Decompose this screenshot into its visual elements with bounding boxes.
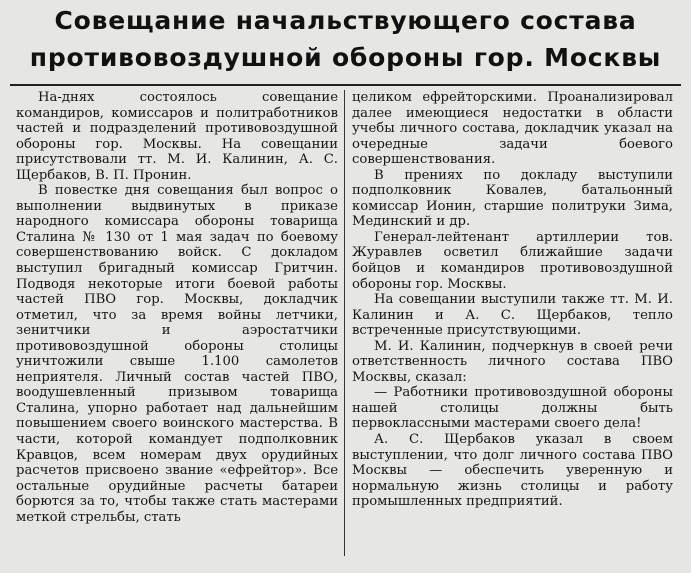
headline-rule: [10, 84, 681, 86]
article-body: [10, 90, 681, 556]
paragraph: На совещании выступили также тт. М. И. Калинин и А. С. Щербаков, тепло встреченные присутствующими.: [352, 292, 673, 339]
column-divider: [344, 90, 345, 556]
paragraph: — Работники противовоздушной обороны нашей столицы должны быть первоклассными мастерами своего дела!: [352, 385, 673, 432]
right-column: [346, 90, 679, 556]
paragraph: Генерал-лейтенант артиллерии тов. Журавлев осветил ближайшие задачи бойцов и командиров противовоздушной обороны гор. Москвы.: [352, 229, 673, 292]
left-column: [10, 90, 343, 556]
headline-line-2: противовоздушной обороны гор. Москвы: [29, 43, 662, 72]
article-headline: [10, 2, 681, 76]
paragraph: В повестке дня совещания был вопрос о выполнении выдвинутых в приказе народного комиссара обороны товарища Сталина № 130 от 1 мая задач по боевому совершенствованию войск. С докладом выступил бригадный комиссар Гритчин. Подводя некоторые итоги боевой работы частей ПВО гор. Москвы, докладчик отметил, что за время войны летчики, зенитчики и аэростатчики противовоздушной обороны столицы уничтожили свыше 1.100 самолетов неприятеля. Личный состав частей ПВО, воодушевленный призывом товарища Сталина, упорно работает над дальнейшим повышением своего воинского мастерства. В части, которой командует подполковник Кравцов, всем номерам двух орудийных расчетов присвоено звание «ефрейтор». Все остальные орудийные расчеты батареи борются за то, чтобы также стать мастерами меткой стрельбы, стать: [16, 183, 338, 525]
paragraph: А. С. Щербаков указал в своем выступлении, что долг личного состава ПВО Москвы — обеспечить уверенную и нормальную жизнь столицы и работу промышленных предприятий.: [352, 432, 673, 510]
paragraph: На-днях состоялось совещание командиров, комиссаров и политработников частей и подразделений противовоздушной обороны гор. Москвы. На совещании присутствовали тт. М. И. Калинин, А. С. Щербаков, В. П. Пронин.: [16, 90, 338, 183]
paragraph-continued: целиком ефрейторскими. Проанализировал далее имеющиеся недостатки в области учебы личного состава, докладчик указал на очередные задачи боевого совершенствования.: [352, 90, 673, 168]
paragraph: М. И. Калинин, подчеркнув в своей речи ответственность личного состава ПВО Москвы, сказал:: [352, 338, 673, 385]
paragraph: В прениях по докладу выступили подполковник Ковалев, батальонный комиссар Ионин, старшие политруки Зима, Мединский и др.: [352, 167, 673, 230]
headline-line-1: Совещание начальствующего состава: [54, 6, 637, 35]
